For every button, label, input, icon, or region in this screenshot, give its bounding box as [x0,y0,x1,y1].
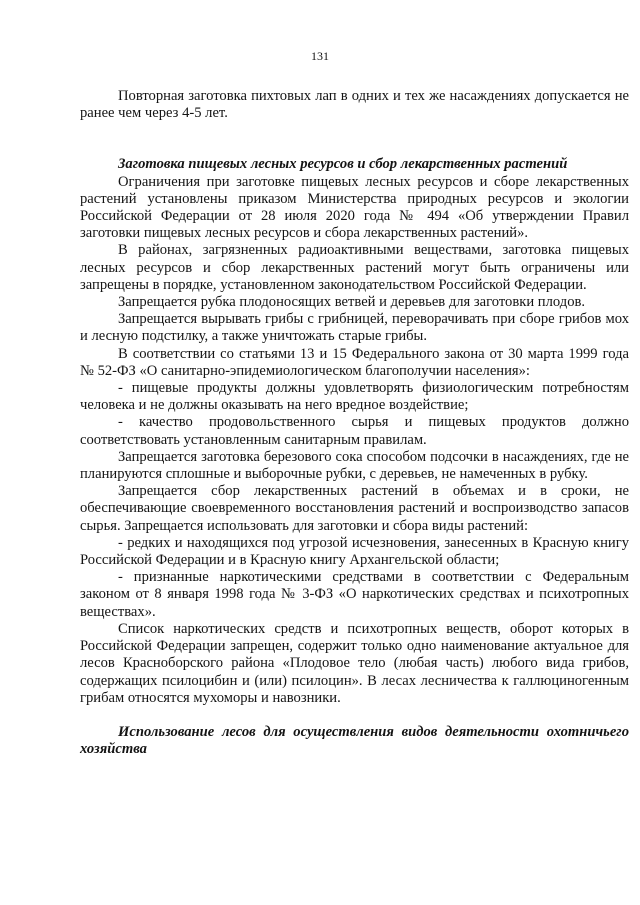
paragraph-fruit-branches: Запрещается рубка плодоносящих ветвей и деревьев для заготовки плодов. [118,294,586,311]
paragraph-narcotic-list: Список наркотических средств и психотропных веществ, оборот которых в Российской Федерации запрещен, содержит только одно наименование актуальное для лесов Красноборского района «Плодовое тело (любая часть) любого вида грибов, содержащих псилоцибин и (или) псилоцин». В лесах лесничества к галлюциногенным грибам относятся мухоморы и навозники. [80,620,629,706]
page-body [80,88,629,758]
list-item-red-book: - редких и находящихся под угрозой исчезновения, занесенных в Красную книгу Российской Федерации и в Красную книгу Архангельской области; [80,534,629,569]
paragraph-radioactive: В районах, загрязненных радиоактивными веществами, заготовка пищевых лесных ресурсов и сбор лекарственных растений могут быть ограничены или запрещены в порядке, установленном законодательством Российской Федерации. [80,242,629,293]
list-item-food-products: - пищевые продукты должны удовлетворять физиологическим потребностям человека и не должны оказывать на него вредное воздействие; [80,380,629,414]
paragraph-fir-harvest: Повторная заготовка пихтовых лап в одних и тех же насаждениях допускается не ранее чем через 4-5 лет. [80,88,629,122]
list-item-raw-quality: - качество продовольственного сырья и пищевых продуктов должно соответствовать установленным санитарным правилам. [80,414,629,448]
paragraph-medicinal-plants: Запрещается сбор лекарственных растений в объемах и в сроки, не обеспечивающие своевременного восстановления растений и воспроизводство запасов сырья. Запрещается использовать для заготовки и сбора виды растений: [80,483,629,534]
list-item-narcotic: - признанные наркотическими средствами в соответствии с Федеральным законом от 8 января 1998 года № 3-ФЗ «О наркотических средствах и психотропных веществах». [80,569,629,620]
paragraph-restrictions: Ограничения при заготовке пищевых лесных ресурсов и сборе лекарственных растений установлены приказом Министерства природных ресурсов и экологии Российской Федерации от 28 июля 2020 года № 494 «Об утверждении Правил заготовки пищевых лесных ресурсов и сбора лекарственных растений». [80,173,629,242]
paragraph-mushrooms: Запрещается вырывать грибы с грибницей, переворачивать при сборе грибов мох и лесную подстилку, а также уничтожать старые грибы. [80,311,629,345]
paragraph-birch-sap: Запрещается заготовка березового сока способом подсочки в насаждениях, где не планируются сплошные и выборочные рубки, с деревьев, не намеченных в рубку. [80,448,629,483]
section-heading-food-resources: Заготовка пищевых лесных ресурсов и сбор лекарственных растений [118,156,568,173]
page-number: 131 [311,49,329,63]
paragraph-federal-law: В соответствии со статьями 13 и 15 Федерального закона от 30 марта 1999 года № 52-ФЗ «О санитарно-эпидемиологическом благополучии населения»: [80,345,629,379]
section-heading-hunting: Использование лесов для осуществления видов деятельности охотничьего хозяйства [80,723,629,758]
